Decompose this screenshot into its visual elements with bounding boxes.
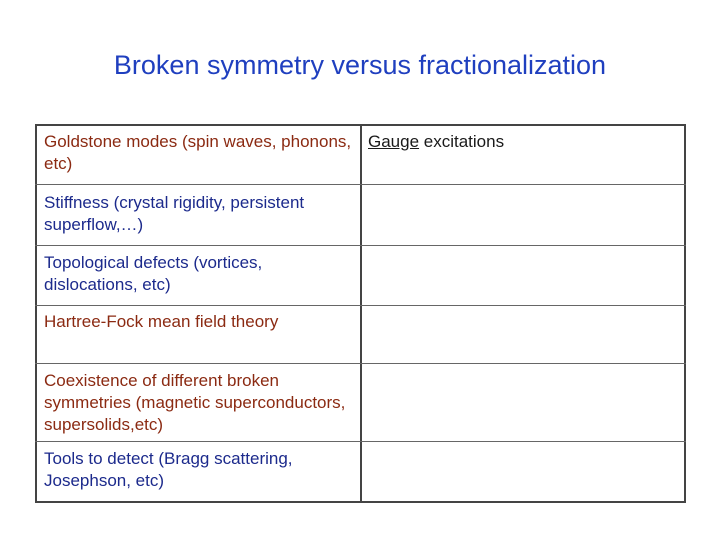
excitations-word: excitations [419, 132, 505, 151]
row-stiffness: Stiffness (crystal rigidity, persistent superflow,…) [44, 193, 305, 234]
row-topological-defects: Topological defects (vortices, dislocations, etc) [44, 253, 263, 294]
row-hartree-fock: Hartree-Fock mean field theory [44, 312, 279, 331]
row-divider [35, 184, 686, 185]
row-divider [35, 441, 686, 442]
row-divider [35, 305, 686, 306]
slide-title: Broken symmetry versus fractionalization [113, 50, 607, 80]
gauge-excitations-cell [368, 131, 678, 153]
column-divider [360, 124, 362, 503]
row-divider [35, 245, 686, 246]
row-tools-to-detect: Tools to detect (Bragg scattering, Josephson, etc) [44, 449, 293, 490]
row-goldstone-modes: Goldstone modes (spin waves, phonons, etc) [44, 132, 352, 173]
gauge-word: Gauge [368, 132, 420, 151]
row-coexistence: Coexistence of different broken symmetries (magnetic superconductors, supersolids,etc) [44, 371, 346, 434]
row-divider [35, 363, 686, 364]
